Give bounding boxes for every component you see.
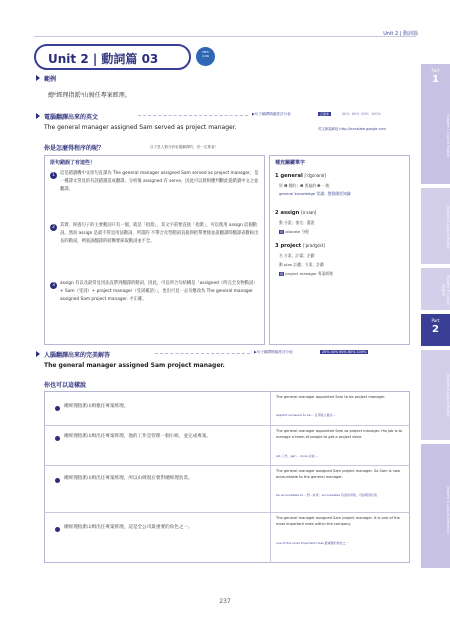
vocab-line: 形 ❶ 總的；❷ 普遍的 ❸ 一般 — [279, 183, 330, 188]
alt-english: The general manager assigned Sam project manager. It is one of the most important roles within the company. — [276, 516, 400, 526]
vocab-line: 動 分派；指定；選派 — [279, 220, 315, 225]
alt-chinese: 總經理指派山姆擔任專案經理。 — [64, 404, 129, 409]
alt-chinese: 總經理指派山姆出任專案經理，所以山姆現在要對總經理負責。 — [64, 476, 193, 481]
table-row-divider — [44, 512, 410, 513]
analysis-point-1: 這是錯讀機中文原句直譯為 The general manager assigned Sam served as project manager，是一種譯文常見的有誤錯讀造成翻譯。分析後 assigned 有 serve，因此可以將相應判斷此從錯讀中文之並翻譯。 — [60, 171, 259, 193]
alt-note: one of the most important roles 最重要的角色之一 — [276, 541, 349, 545]
vocab-badge: 詞 project manager 專案經理 — [280, 271, 334, 276]
tab-chapter-text: Chapter 3 Logical English — [441, 275, 450, 305]
analysis-heading: 原句錯誤了有這些！ — [50, 160, 96, 166]
percent-scale: 40% 60% 80% 100% — [342, 112, 381, 116]
alt-chinese: 總經理指派山姆出任專案經理，他的工作是管理一個小組，並完成專案。 — [64, 434, 212, 439]
example-heading: 範例 — [44, 76, 57, 83]
vocab-word: 2 assign [əˈsaɪn] — [275, 210, 317, 216]
point-number: 3 — [50, 282, 57, 289]
bullet-icon — [55, 527, 60, 532]
triangle-icon — [36, 113, 40, 119]
bullet-icon — [55, 406, 60, 411]
example-sentence: 總⁰經理指派⁰山姆任專案經理。 — [48, 92, 131, 99]
unit-title: Unit 2 | 動詞篇 03 — [48, 52, 159, 66]
tab-part-label: Part — [431, 68, 440, 73]
tab-chapter-text: Chapter 2 Logical English — [446, 206, 450, 250]
accuracy-badge: 正確率 — [320, 112, 330, 116]
human-translation-heading: 人腦翻譯出來的完美解答 — [44, 352, 111, 359]
alt-note: job 工作，get ... done 完成… — [276, 454, 318, 458]
triangle-icon — [36, 75, 40, 81]
alt-english: The general manager assigned Sam project manager. So Sam is now accountable to the general manager. — [276, 469, 401, 479]
table-row-divider — [44, 465, 410, 466]
vocab-heading: 補充關鍵單字 — [275, 160, 306, 166]
table-row-divider — [44, 425, 410, 426]
divider — [138, 115, 248, 116]
column-divider — [270, 391, 271, 563]
accuracy-tag: ▶句子翻譯精確度評分表 — [252, 112, 291, 116]
alternatives-title: 你也可以這樣說 — [44, 382, 87, 389]
why-title: 你是怎麼得程序的呢？ — [44, 145, 105, 152]
vocab-word: 1 general [ˈdʒɛnərəl] — [275, 173, 326, 179]
accuracy-tag: ▶句子翻譯精確度評分表 — [254, 350, 293, 354]
alt-english: The general manager appointed Sam as project manager. His job is to manage a team of people to get a project done. — [276, 429, 403, 439]
tab-chapter-text: Chapter 6 Logical Difference — [446, 485, 450, 535]
alt-english: The general manager appointed Sam to be project manager. — [276, 395, 386, 399]
alt-chinese: 總經理指派山姆出任專案經理，這是全公司最重要的角色之一。 — [64, 525, 193, 530]
machine-translation-sentence: The general manager assigned Sam served as project manager. — [44, 124, 237, 131]
human-translation-sentence: The general manager assigned Sam project manager. — [44, 362, 225, 369]
translate-link[interactable]: 英文線索網址 http://translate.google.com — [318, 127, 386, 131]
vocab-word: 3 project [ˈprɑdʒɛkt] — [275, 243, 325, 249]
running-header: Unit 2 | 動詞篇 — [383, 31, 418, 37]
tab-part-number: 1 — [432, 74, 439, 85]
bullet-icon — [55, 436, 60, 441]
point-number: 2 — [50, 224, 57, 231]
tab-part-number: 2 — [432, 324, 439, 335]
vocab-line: 動 plan 計劃；方案；計劃 — [279, 262, 324, 267]
percent-scale: 20% 40% 60% 80% 100% — [322, 350, 367, 354]
tab-chapter-text: Chapter 5 Logical English — [446, 374, 450, 418]
point-number: 1 — [50, 172, 57, 179]
analysis-point-2: 其實，經過句子的主要動詞只有一個，就是「指派」，其文字前要直接「指派」，可以使用 assign 這個動詞。然而 assign 是最不常見用法動詞，所謂的 不帶合及型動詞直接與把帶要使並說翻譯時翻譯表數較出長的動詞，例張說翻譯的結構要採取動詞並不全。 — [60, 223, 259, 245]
tab-chapter-text: Chapter 1 Logical English — [446, 114, 450, 158]
alt-note: appoint someone to be... 任用某人擔任... — [276, 413, 336, 417]
alt-note: be accountable to... 對...負責；accountable 有需負責的，可說明責任的 — [276, 493, 377, 497]
vocab-line: general knowledge 常識；整個總括知識 — [279, 191, 351, 196]
header-divider — [34, 36, 416, 37]
triangle-icon — [36, 351, 40, 357]
vocab-line: 名 方案；計畫；企劃 — [279, 253, 315, 258]
why-note: 以下是人類分析容器翻譯的，你一定要會！ — [150, 145, 219, 149]
vocab-badge: 同 allocate 分配 — [280, 229, 310, 234]
audio-label: MP3 2-06 — [202, 50, 209, 58]
analysis-point-3: assign 有以及最常見用法直帶到翻譯的動詞，因此，可以所合句結構是「assigned（所完全及物動詞）+ Sam（受詞）+ project manager（受詞補語）」，也出可見一去句應改為 The general manager assigned Sam project manager. 才正確。 — [60, 281, 258, 303]
machine-translation-heading: 電腦翻譯出來的英文 — [44, 114, 99, 121]
page-number: 237 — [219, 598, 231, 605]
bullet-icon — [55, 478, 60, 483]
tab-part-label: Part — [431, 318, 440, 323]
divider — [155, 353, 250, 354]
